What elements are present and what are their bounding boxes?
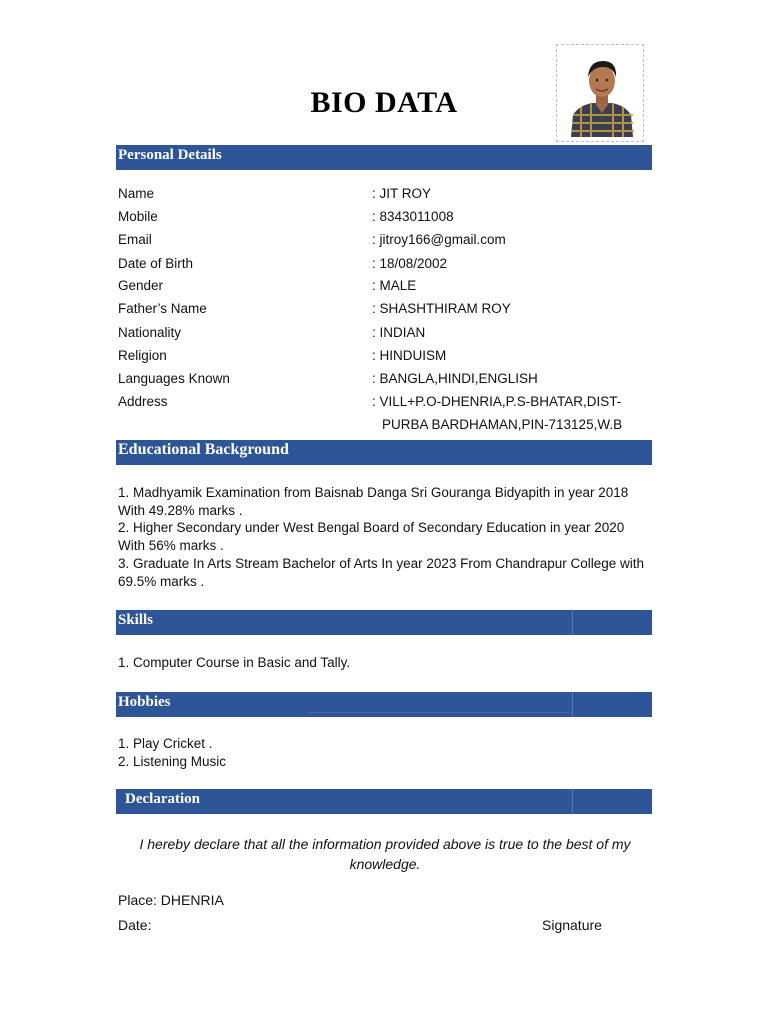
section-title: Hobbies [118, 694, 171, 710]
education-item: 1. Madhyamik Examination from Baisnab Danga Sri Gouranga Bidyapith in year 2018 With 49.28% marks . [118, 485, 629, 518]
profile-photo [567, 53, 637, 137]
field-value-name: : JIT ROY [372, 186, 432, 201]
bar-divider [572, 692, 573, 717]
field-value-father-name: : SHASHTHIRAM ROY [372, 301, 511, 316]
field-label-languages: Languages Known [118, 371, 230, 386]
page-title: BIO DATA [310, 86, 458, 119]
section-skills [116, 610, 652, 635]
field-value-email: : jitroy166@gmail.com [372, 232, 506, 247]
field-value-religion: : HINDUISM [372, 348, 447, 363]
place-text: Place: DHENRIA [118, 892, 224, 908]
field-label-gender: Gender [118, 278, 164, 293]
education-item: 2. Higher Secondary under West Bengal Board of Secondary Education in year 2020 With 56% marks . [118, 520, 625, 553]
education-item: 3. Graduate In Arts Stream Bachelor of Arts In year 2023 From Chandrapur College with 69.5% marks . [118, 556, 645, 589]
section-title: Educational Background [118, 441, 289, 458]
field-value-dob: : 18/08/2002 [372, 256, 448, 271]
section-declaration [116, 789, 652, 814]
field-label-dob: Date of Birth [118, 256, 194, 271]
skill-item: 1. Computer Course in Basic and Tally. [118, 655, 351, 670]
section-title: Declaration [125, 791, 200, 807]
field-label-mobile: Mobile [118, 209, 158, 224]
field-value-nationality: : INDIAN [372, 325, 426, 340]
section-hobbies [116, 692, 652, 717]
bar-divider [572, 610, 573, 635]
field-label-father-name: Father’s Name [118, 301, 207, 316]
declaration-text: I hereby declare that all the information provided above is true to the best of my knowledge. [139, 836, 631, 872]
field-label-religion: Religion [118, 348, 167, 363]
hobby-item: 2. Listening Music [118, 754, 227, 769]
field-label-email: Email [118, 232, 152, 247]
date-label: Date: [118, 917, 152, 933]
field-value-mobile: : 8343011008 [372, 209, 454, 224]
section-title: Personal Details [118, 147, 222, 163]
hobby-item: 1. Play Cricket . [118, 736, 213, 751]
field-value-languages: : BANGLA,HINDI,ENGLISH [372, 371, 538, 386]
field-value-address-line2: PURBA BARDHAMAN,PIN-713125,W.B [382, 417, 623, 432]
field-value-gender: : MALE [372, 278, 417, 293]
photo-frame [556, 44, 644, 142]
field-value-address: : VILL+P.O-DHENRIA,P.S-BHATAR,DIST- [372, 394, 622, 409]
section-educational-background [116, 440, 652, 465]
signature-label: Signature [542, 917, 602, 933]
field-label-nationality: Nationality [118, 325, 182, 340]
section-personal-details [116, 145, 652, 170]
bar-divider [306, 712, 572, 713]
bar-divider [572, 789, 573, 814]
section-title: Skills [118, 612, 154, 628]
field-label-name: Name [118, 186, 155, 201]
field-label-address: Address [118, 394, 168, 409]
